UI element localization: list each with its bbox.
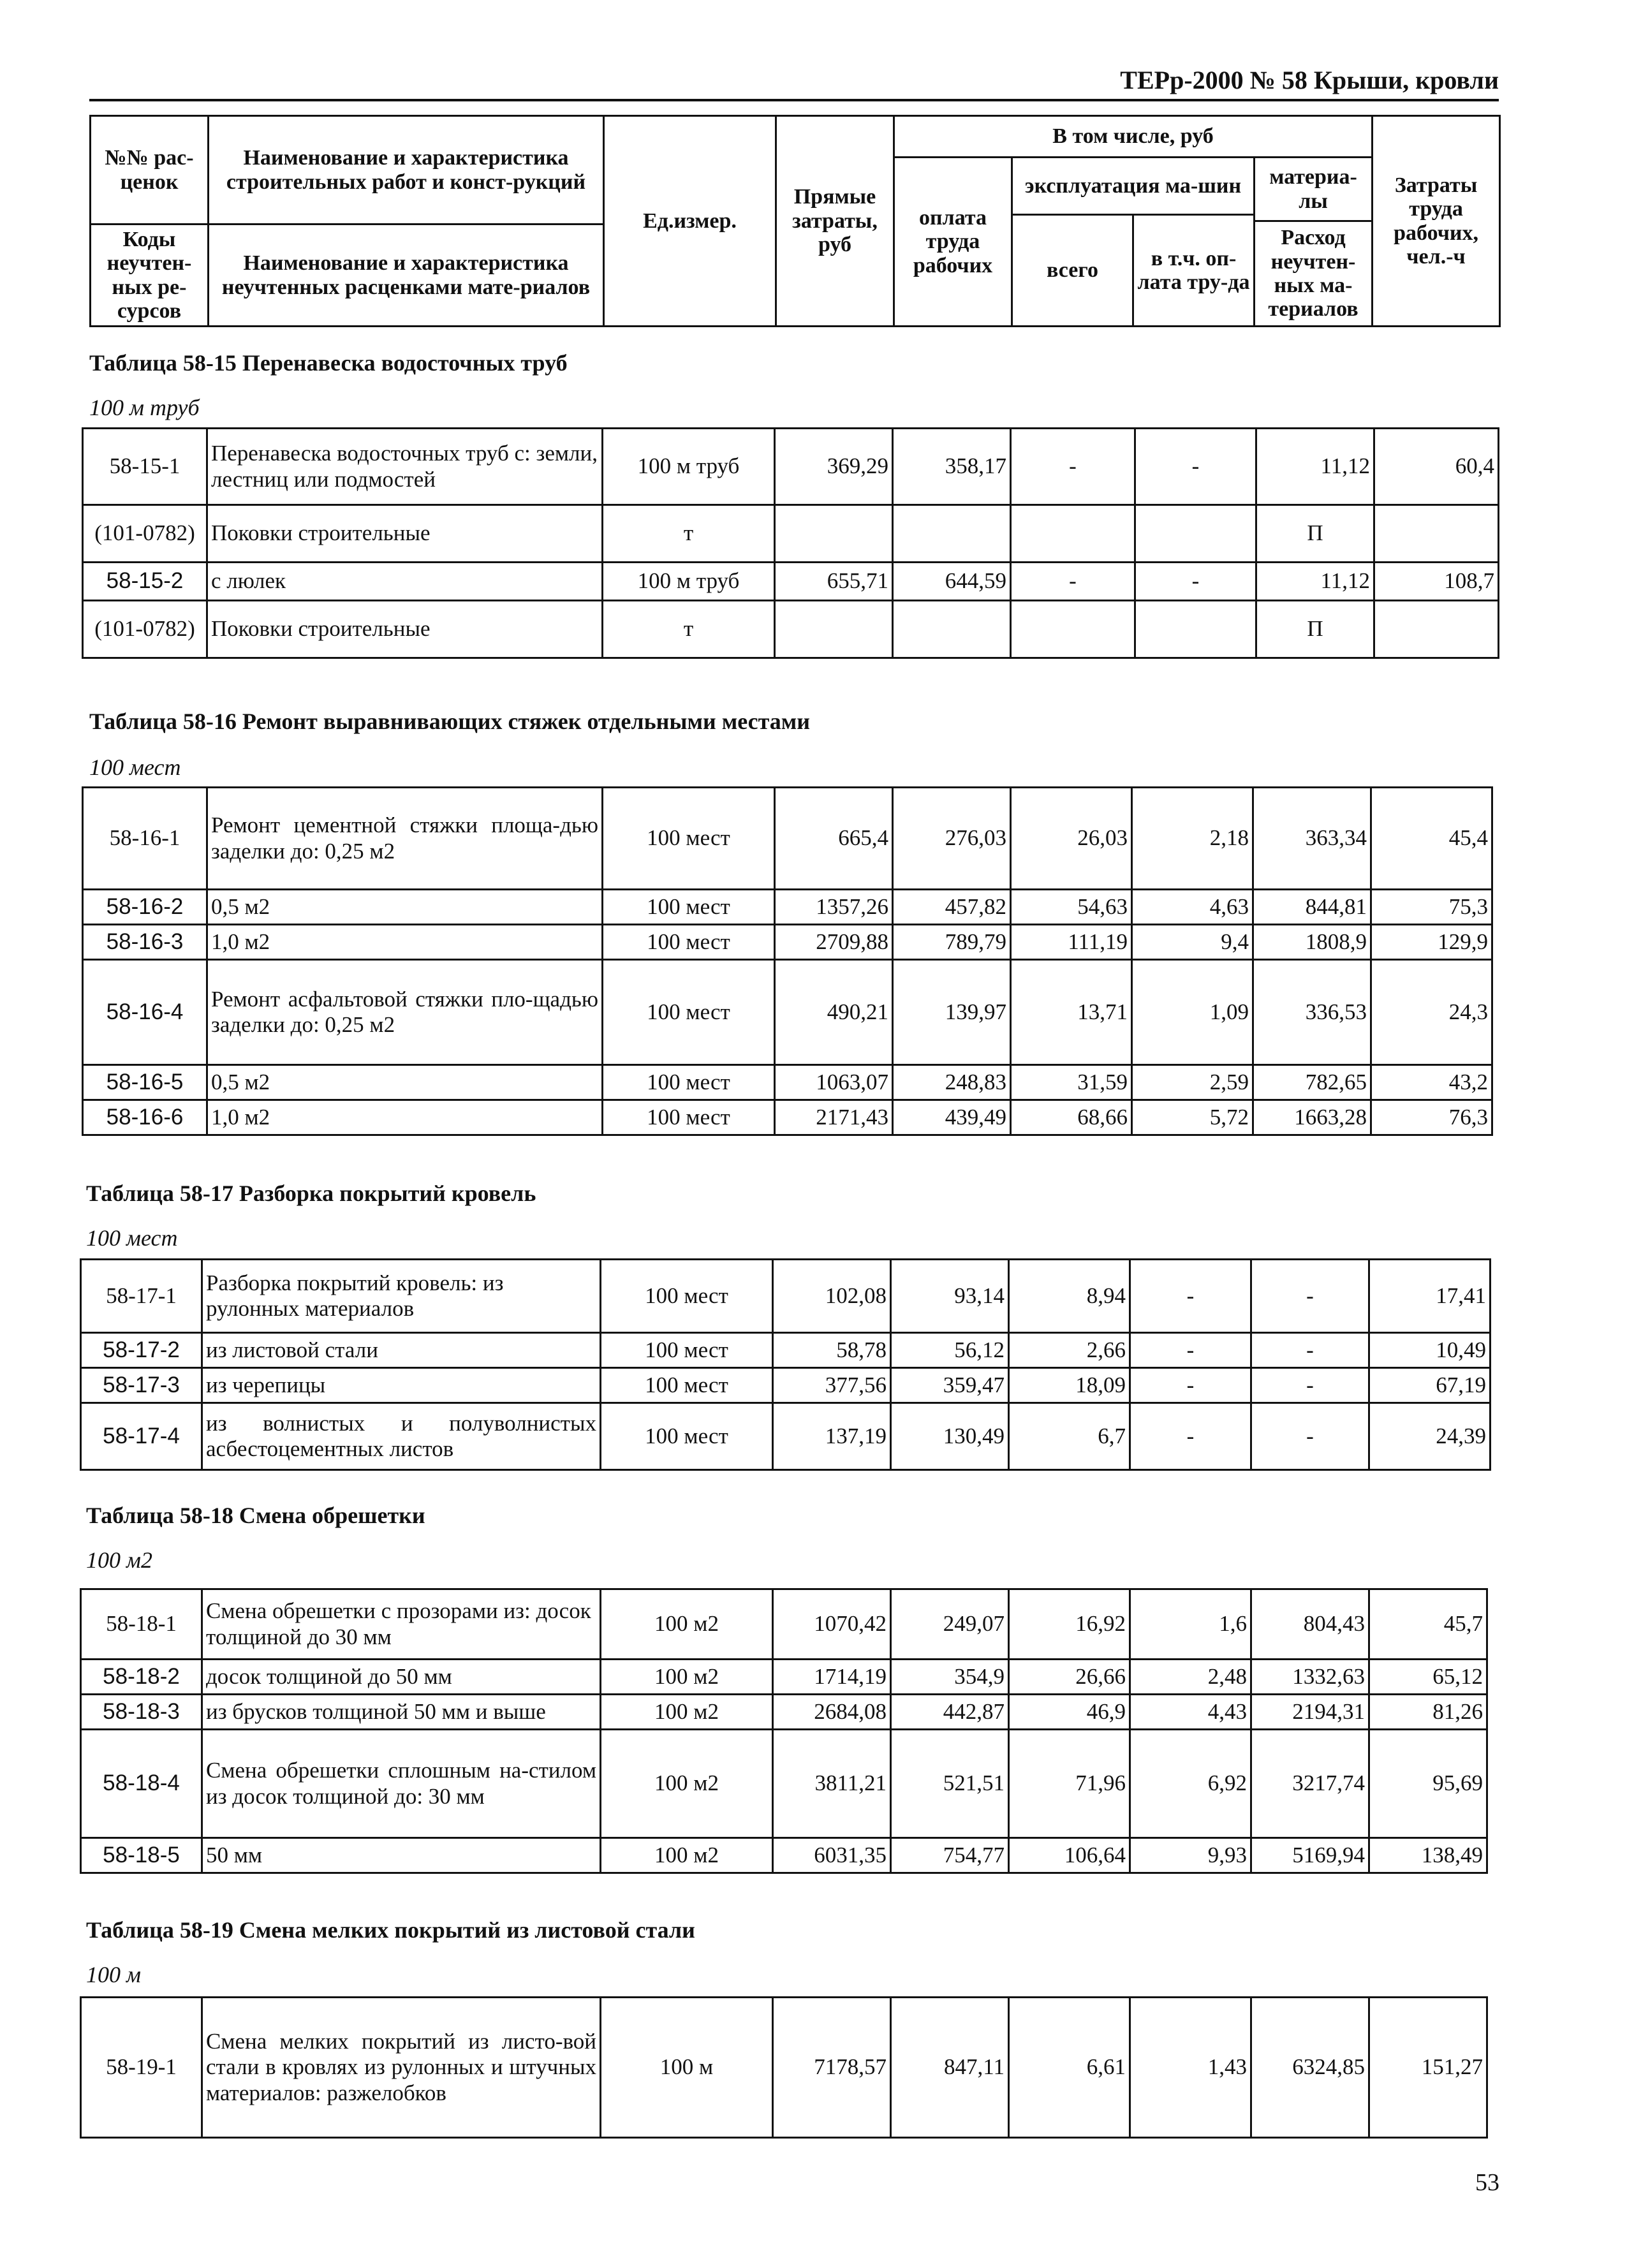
table-row: 58-16-6 1,0 м2 100 мест 2171,43 439,49 68,66 5,72 1663,28 76,3 <box>83 1100 1492 1135</box>
table-row: 58-17-3 из черепицы 100 мест 377,56 359,47 18,09 - - 67,19 <box>81 1368 1491 1403</box>
document-title: ТЕРр-2000 № 58 Крыши, кровли <box>1120 66 1499 94</box>
table-row: (101-0782) Поковки строительные т П <box>83 601 1499 658</box>
table-58-15-unit: 100 м труб <box>89 395 200 420</box>
table-58-17-unit: 100 мест <box>86 1225 178 1251</box>
column-header-table <box>89 115 1501 327</box>
table-58-18-unit: 100 м2 <box>86 1547 152 1573</box>
table-58-15 <box>82 427 1499 659</box>
table-row: 58-16-3 1,0 м2 100 мест 2709,88 789,79 111,19 9,4 1808,9 129,9 <box>83 925 1492 960</box>
header-code-top: №№ рас-ценок <box>91 116 209 225</box>
table-58-17-caption: Таблица 58-17 Разборка покрытий кровель <box>86 1181 536 1206</box>
table-row: 58-18-1 Смена обрешетки с прозорами из: досок толщиной до 30 мм 100 м2 1070,42 249,07 16,92 1,6 804,43 45,7 <box>81 1589 1487 1660</box>
table-row: 58-16-5 0,5 м2 100 мест 1063,07 248,83 31,59 2,59 782,65 43,2 <box>83 1065 1492 1100</box>
header-unit: Ед.измер. <box>604 116 776 327</box>
table-row: 58-17-2 из листовой стали 100 мест 58,78 56,12 2,66 - - 10,49 <box>81 1333 1491 1368</box>
table-58-16 <box>82 786 1493 1136</box>
table-row: 58-18-4 Смена обрешетки сплошным на-стилом из досок толщиной до: 30 мм 100 м2 3811,21 521,51 71,96 6,92 3217,74 95,69 <box>81 1730 1487 1838</box>
header-wages: оплата труда рабочих <box>894 158 1012 327</box>
table-58-15-caption: Таблица 58-15 Перенавеска водосточных труб <box>89 350 568 376</box>
header-machines: эксплуатация ма-шин <box>1012 158 1255 215</box>
table-row: 58-16-2 0,5 м2 100 мест 1357,26 457,82 54,63 4,63 844,81 75,3 <box>83 890 1492 925</box>
table-row: 58-17-4 из волнистых и полуволнистых асбестоцементных листов 100 мест 137,19 130,49 6,7 - - 24,39 <box>81 1403 1491 1470</box>
header-machines-wages: в т.ч. оп-лата тру-да <box>1133 215 1255 327</box>
table-58-19-unit: 100 м <box>86 1962 141 1987</box>
table-row: 58-18-5 50 мм 100 м2 6031,35 754,77 106,64 9,93 5169,94 138,49 <box>81 1838 1487 1873</box>
header-name-top: Наименование и характеристика строительных работ и конст-рукций <box>209 116 604 225</box>
header-direct-costs: Прямые затраты, руб <box>776 116 894 327</box>
table-row: 58-16-4 Ремонт асфальтовой стяжки пло-щадью заделки до: 0,25 м2 100 мест 490,21 139,97 13,71 1,09 336,53 24,3 <box>83 960 1492 1065</box>
header-materials-bottom: Расход неучтен-ных ма-териалов <box>1255 221 1373 327</box>
table-row: (101-0782) Поковки строительные т П <box>83 505 1499 563</box>
page-number: 53 <box>1475 2169 1499 2196</box>
table-58-16-unit: 100 мест <box>89 755 181 780</box>
table-58-18 <box>80 1588 1488 1874</box>
table-row: 58-18-3 из брусков толщиной 50 мм и выше 100 м2 2684,08 442,87 46,9 4,43 2194,31 81,26 <box>81 1695 1487 1730</box>
table-row: 58-17-1 Разборка покрытий кровель: из рулонных материалов 100 мест 102,08 93,14 8,94 - - 17,41 <box>81 1260 1491 1333</box>
table-row: 58-16-1 Ремонт цементной стяжки площа-дью заделки до: 0,25 м2 100 мест 665,4 276,03 26,03 2,18 363,34 45,4 <box>83 788 1492 890</box>
table-58-19-caption: Таблица 58-19 Смена мелких покрытий из листовой стали <box>86 1917 695 1943</box>
table-58-18-caption: Таблица 58-18 Смена обрешетки <box>86 1503 425 1528</box>
header-machines-total: всего <box>1012 215 1133 327</box>
header-labor: Затраты труда рабочих, чел.-ч <box>1373 116 1500 327</box>
table-58-17 <box>80 1258 1491 1471</box>
table-row: 58-15-1 Перенавеска водосточных труб с: земли, лестниц или подмостей 100 м труб 369,29 358,17 - - 11,12 60,4 <box>83 429 1499 505</box>
header-code-bottom: Коды неучтен-ных ре-сурсов <box>91 225 209 327</box>
header-including: В том числе, руб <box>894 116 1373 158</box>
table-row: 58-15-2 с люлек 100 м труб 655,71 644,59 - - 11,12 108,7 <box>83 563 1499 601</box>
table-58-16-caption: Таблица 58-16 Ремонт выравнивающих стяжек отдельными местами <box>89 709 811 734</box>
header-materials-top: материа-лы <box>1255 158 1373 221</box>
table-58-19 <box>80 1996 1488 2139</box>
header-name-bottom: Наименование и характеристика неучтенных расценками мате-риалов <box>209 225 604 327</box>
table-row: 58-18-2 досок толщиной до 50 мм 100 м2 1714,19 354,9 26,66 2,48 1332,63 65,12 <box>81 1660 1487 1695</box>
table-row: 58-19-1 Смена мелких покрытий из листо-вой стали в кровлях из рулонных и штучных материалов: разжелобков 100 м 7178,57 847,11 6,61 1,43 6324,85 151,27 <box>81 1998 1487 2138</box>
page-header <box>89 54 1499 101</box>
